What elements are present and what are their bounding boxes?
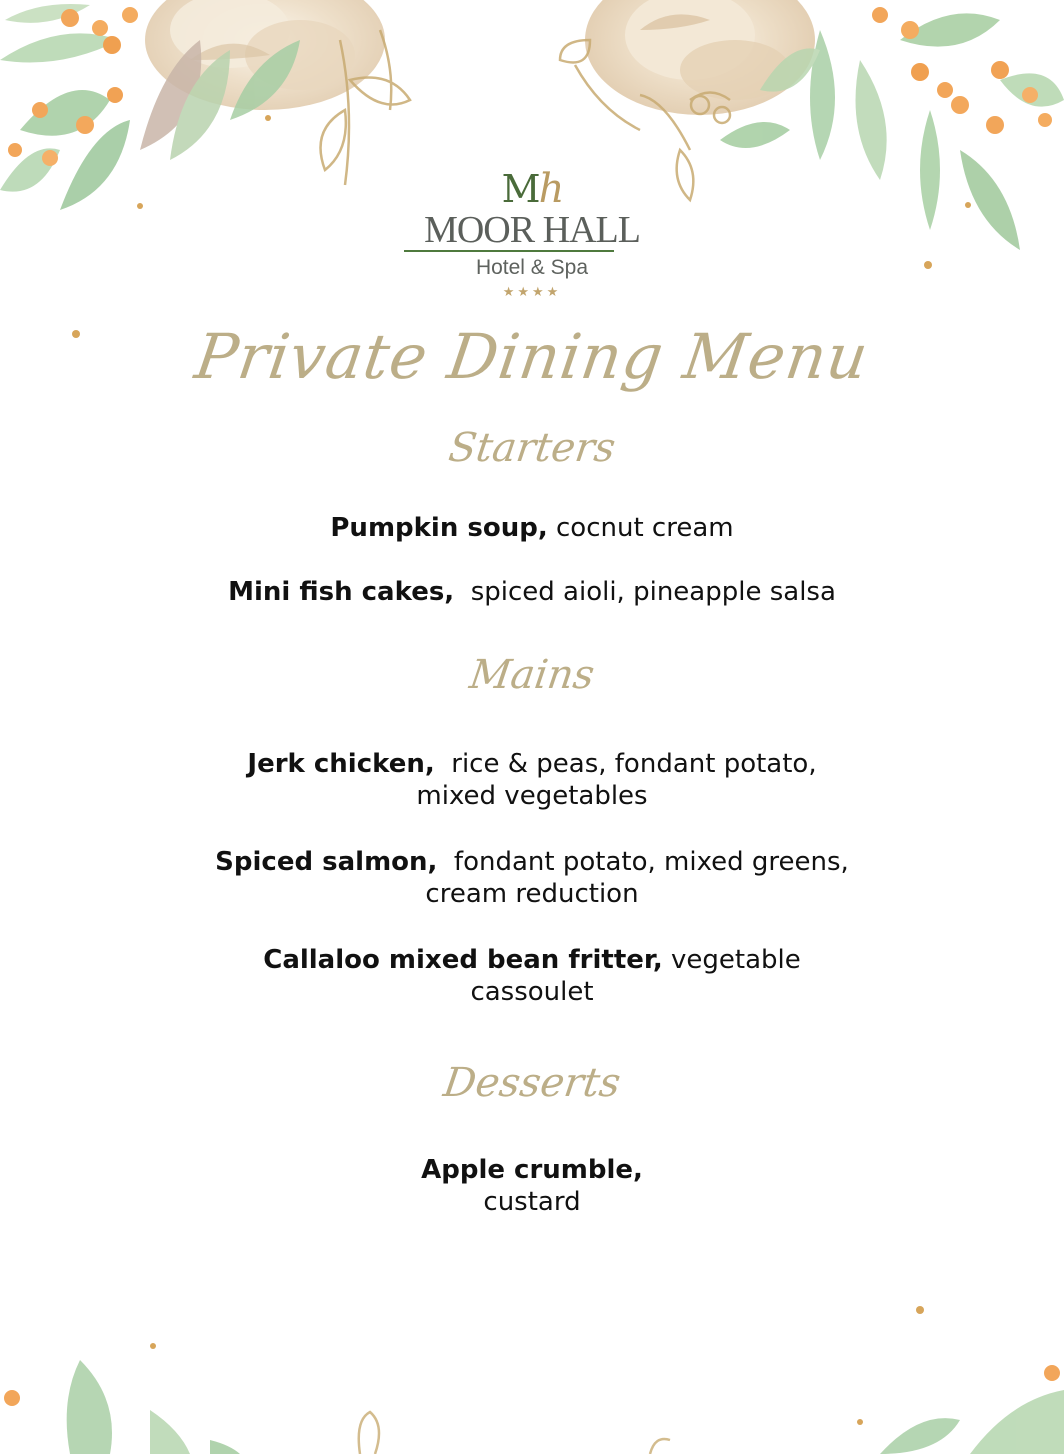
menu-item-desc: fondant potato, mixed greens, [437,847,849,877]
leaves-bottom-icon [67,1360,1064,1454]
menu-item-desc: cocnut cream [547,513,734,543]
section-heading-starters: Starters [445,425,619,471]
logo-monogram-h: h [538,166,563,212]
menu-item-desc: spiced aioli, pineapple salsa [454,577,836,607]
section-heading-mains: Mains [466,652,598,698]
menu-item [0,944,1064,1008]
menu-item-name: Pumpkin soup, [330,513,548,543]
menu-item-desc-line2: cassoulet [470,977,594,1007]
logo-monogram [0,166,1064,212]
menu-item-name: Jerk chicken, [247,749,435,779]
menu-item [0,846,1064,910]
menu-item [0,1154,1064,1218]
logo-name: MOOR HALL [424,209,640,251]
menu-item-desc: vegetable [662,945,801,975]
menu-item-name: Mini fish cakes, [228,577,455,607]
menu-item-desc-line2: mixed vegetables [416,781,648,811]
menu-item [0,512,1064,544]
gold-line-bottom-icon [359,1412,670,1454]
menu-item-name: Callaloo mixed bean fritter, [263,945,663,975]
logo-monogram-m: M [501,167,539,211]
menu-item-desc-line2: cream reduction [425,879,639,909]
section-heading-desserts: Desserts [440,1060,624,1106]
menu-item [0,576,1064,608]
menu-item-name: Spiced salmon, [215,847,438,877]
rose-right-icon [585,0,815,115]
logo-stars: ★★★★ [502,285,562,300]
menu-item-desc: rice & peas, fondant potato, [434,749,817,779]
menu-item-desc-line2: custard [483,1187,581,1217]
menu-item-name: Apple crumble, [421,1155,643,1185]
menu-item [0,748,1064,812]
logo-subtitle: Hotel & Spa [475,256,589,279]
logo-divider [404,250,614,252]
page-title: Private Dining Menu [190,320,874,393]
